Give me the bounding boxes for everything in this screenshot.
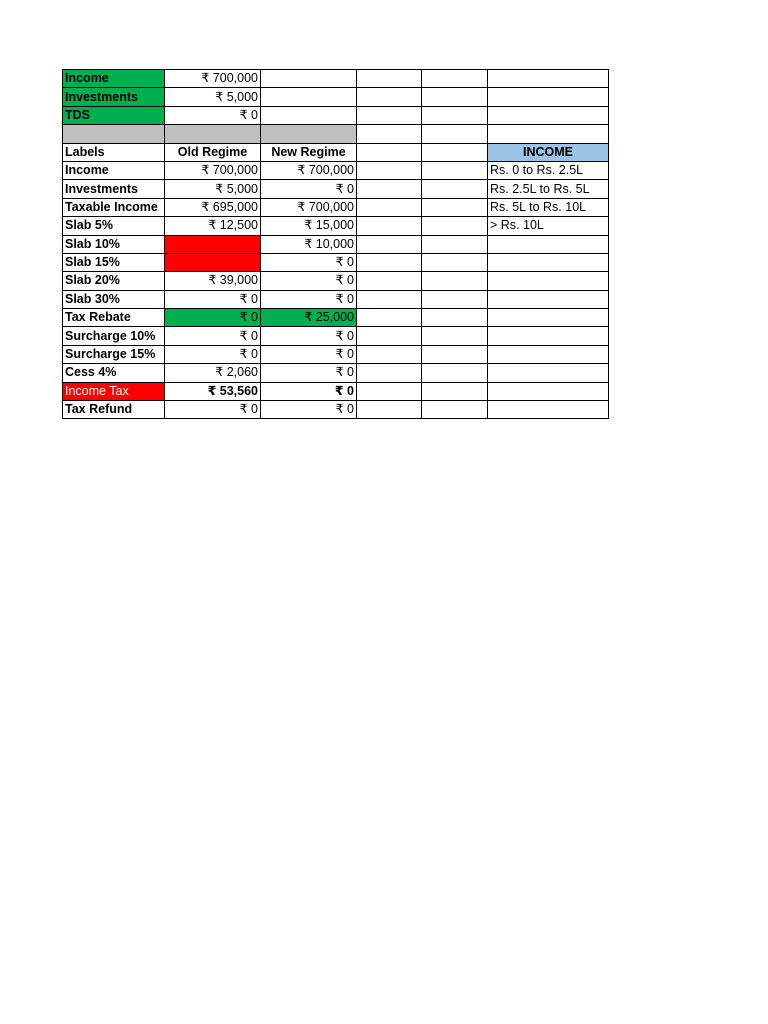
row-label[interactable]: Cess 4% xyxy=(63,364,165,382)
old-regime-value[interactable]: ₹ 700,000 xyxy=(165,161,261,179)
old-regime-value[interactable] xyxy=(165,235,261,253)
empty-cell[interactable] xyxy=(488,401,609,419)
empty-cell[interactable] xyxy=(488,106,609,124)
empty-cell[interactable] xyxy=(488,382,609,400)
old-regime-value[interactable]: ₹ 53,560 xyxy=(165,382,261,400)
empty-cell[interactable] xyxy=(488,125,609,143)
new-regime-value[interactable]: ₹ 700,000 xyxy=(261,161,357,179)
empty-cell[interactable] xyxy=(422,88,488,106)
empty-cell[interactable] xyxy=(357,364,422,382)
summary-row-investments xyxy=(63,88,609,106)
separator-row xyxy=(63,125,609,143)
empty-cell[interactable] xyxy=(357,161,422,179)
empty-cell[interactable] xyxy=(488,345,609,363)
new-regime-value[interactable]: ₹ 0 xyxy=(261,253,357,271)
old-regime-value[interactable] xyxy=(165,253,261,271)
empty-cell[interactable] xyxy=(422,235,488,253)
empty-cell[interactable] xyxy=(488,290,609,308)
new-regime-value[interactable]: ₹ 25,000 xyxy=(261,309,357,327)
empty-cell[interactable] xyxy=(357,253,422,271)
empty-cell[interactable] xyxy=(488,272,609,290)
table-row xyxy=(63,180,609,198)
old-regime-value[interactable]: ₹ 0 xyxy=(165,401,261,419)
old-regime-value[interactable]: ₹ 12,500 xyxy=(165,217,261,235)
row-label[interactable]: Surcharge 15% xyxy=(63,345,165,363)
empty-cell[interactable] xyxy=(422,70,488,88)
new-regime-value[interactable]: ₹ 0 xyxy=(261,327,357,345)
empty-cell[interactable] xyxy=(422,198,488,216)
grey-cell[interactable] xyxy=(165,125,261,143)
empty-cell[interactable] xyxy=(357,345,422,363)
new-regime-value[interactable]: ₹ 0 xyxy=(261,272,357,290)
empty-cell[interactable] xyxy=(422,382,488,400)
table-row xyxy=(63,272,609,290)
old-regime-value[interactable]: ₹ 39,000 xyxy=(165,272,261,290)
empty-cell[interactable] xyxy=(357,198,422,216)
empty-cell[interactable] xyxy=(422,401,488,419)
empty-cell[interactable] xyxy=(357,217,422,235)
empty-cell[interactable] xyxy=(261,106,357,124)
empty-cell[interactable] xyxy=(357,125,422,143)
table-row xyxy=(63,198,609,216)
empty-cell[interactable] xyxy=(422,345,488,363)
header-labels[interactable]: Labels xyxy=(63,143,165,161)
old-regime-value[interactable]: ₹ 695,000 xyxy=(165,198,261,216)
old-regime-value[interactable]: ₹ 0 xyxy=(165,309,261,327)
old-regime-value[interactable]: ₹ 0 xyxy=(165,290,261,308)
new-regime-value[interactable]: ₹ 15,000 xyxy=(261,217,357,235)
row-label[interactable]: Slab 10% xyxy=(63,235,165,253)
new-regime-value[interactable]: ₹ 0 xyxy=(261,345,357,363)
empty-cell[interactable] xyxy=(422,364,488,382)
header-row xyxy=(63,143,609,161)
empty-cell[interactable] xyxy=(422,180,488,198)
empty-cell[interactable] xyxy=(261,70,357,88)
table-row xyxy=(63,345,609,363)
empty-cell[interactable] xyxy=(422,217,488,235)
table-row xyxy=(63,327,609,345)
grey-cell[interactable] xyxy=(63,125,165,143)
empty-cell[interactable] xyxy=(422,125,488,143)
empty-cell[interactable] xyxy=(357,143,422,161)
empty-cell[interactable] xyxy=(422,253,488,271)
table-row xyxy=(63,217,609,235)
empty-cell[interactable] xyxy=(488,253,609,271)
summary-label-investments[interactable]: Investments xyxy=(63,88,165,106)
empty-cell[interactable] xyxy=(422,143,488,161)
empty-cell[interactable] xyxy=(488,309,609,327)
old-regime-value[interactable]: ₹ 5,000 xyxy=(165,180,261,198)
empty-cell[interactable] xyxy=(357,327,422,345)
table-row xyxy=(63,382,609,400)
empty-cell[interactable] xyxy=(357,290,422,308)
old-regime-value[interactable]: ₹ 0 xyxy=(165,345,261,363)
row-label[interactable]: Slab 20% xyxy=(63,272,165,290)
row-label[interactable]: Slab 5% xyxy=(63,217,165,235)
row-label[interactable]: Income xyxy=(63,161,165,179)
empty-cell[interactable] xyxy=(488,70,609,88)
empty-cell[interactable] xyxy=(422,272,488,290)
empty-cell[interactable] xyxy=(357,88,422,106)
row-label[interactable]: Surcharge 10% xyxy=(63,327,165,345)
income-slab[interactable]: Rs. 5L to Rs. 10L xyxy=(488,198,609,216)
new-regime-value[interactable]: ₹ 0 xyxy=(261,290,357,308)
empty-cell[interactable] xyxy=(422,106,488,124)
empty-cell[interactable] xyxy=(357,309,422,327)
table-row xyxy=(63,309,609,327)
new-regime-value[interactable]: ₹ 0 xyxy=(261,401,357,419)
summary-value-investments[interactable]: ₹ 5,000 xyxy=(165,88,261,106)
income-slab[interactable]: Rs. 0 to Rs. 2.5L xyxy=(488,161,609,179)
empty-cell[interactable] xyxy=(488,88,609,106)
empty-cell[interactable] xyxy=(422,290,488,308)
empty-cell[interactable] xyxy=(488,364,609,382)
header-income-slabs[interactable]: INCOME xyxy=(488,143,609,161)
summary-label-tds[interactable]: TDS xyxy=(63,106,165,124)
summary-row-tds xyxy=(63,106,609,124)
empty-cell[interactable] xyxy=(422,327,488,345)
new-regime-value[interactable]: ₹ 10,000 xyxy=(261,235,357,253)
empty-cell[interactable] xyxy=(488,327,609,345)
summary-value-tds[interactable]: ₹ 0 xyxy=(165,106,261,124)
empty-cell[interactable] xyxy=(357,106,422,124)
new-regime-value[interactable]: ₹ 0 xyxy=(261,180,357,198)
empty-cell[interactable] xyxy=(357,70,422,88)
new-regime-value[interactable]: ₹ 0 xyxy=(261,382,357,400)
tax-spreadsheet xyxy=(62,69,609,419)
new-regime-value[interactable]: ₹ 0 xyxy=(261,364,357,382)
old-regime-value[interactable]: ₹ 0 xyxy=(165,327,261,345)
table-row xyxy=(63,161,609,179)
table-row xyxy=(63,290,609,308)
row-label[interactable]: Tax Refund xyxy=(63,401,165,419)
summary-value-income[interactable]: ₹ 700,000 xyxy=(165,70,261,88)
empty-cell[interactable] xyxy=(488,235,609,253)
table-row xyxy=(63,364,609,382)
row-label[interactable]: Taxable Income xyxy=(63,198,165,216)
header-old-regime[interactable]: Old Regime xyxy=(165,143,261,161)
income-slab[interactable]: > Rs. 10L xyxy=(488,217,609,235)
summary-row-income xyxy=(63,70,609,88)
row-label[interactable]: Tax Rebate xyxy=(63,309,165,327)
summary-label-income[interactable]: Income xyxy=(63,70,165,88)
new-regime-value[interactable]: ₹ 700,000 xyxy=(261,198,357,216)
empty-cell[interactable] xyxy=(422,309,488,327)
header-new-regime[interactable]: New Regime xyxy=(261,143,357,161)
row-label[interactable]: Slab 15% xyxy=(63,253,165,271)
table-row xyxy=(63,235,609,253)
income-slab[interactable]: Rs. 2.5L to Rs. 5L xyxy=(488,180,609,198)
empty-cell[interactable] xyxy=(422,161,488,179)
row-label[interactable]: Slab 30% xyxy=(63,290,165,308)
row-label-income-tax[interactable]: Income Tax xyxy=(63,382,165,400)
empty-cell[interactable] xyxy=(357,180,422,198)
old-regime-value[interactable]: ₹ 2,060 xyxy=(165,364,261,382)
empty-cell[interactable] xyxy=(357,401,422,419)
empty-cell[interactable] xyxy=(357,235,422,253)
table-row xyxy=(63,401,609,419)
table-row xyxy=(63,253,609,271)
row-label[interactable]: Investments xyxy=(63,180,165,198)
empty-cell[interactable] xyxy=(261,88,357,106)
empty-cell[interactable] xyxy=(357,382,422,400)
grey-cell[interactable] xyxy=(261,125,357,143)
empty-cell[interactable] xyxy=(357,272,422,290)
